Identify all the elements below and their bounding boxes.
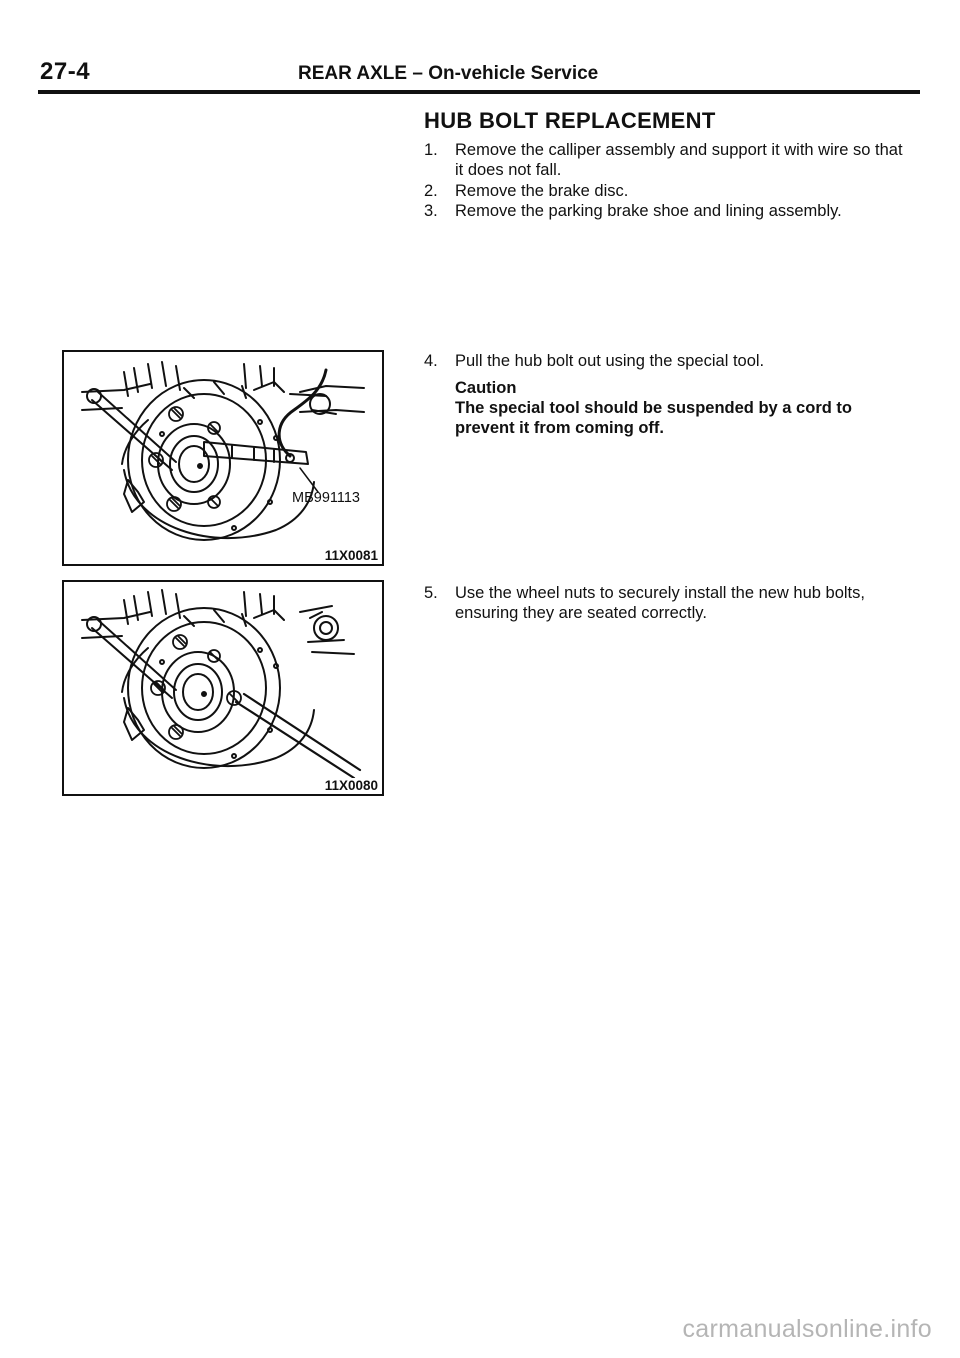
step-text: Remove the brake disc. [455,182,629,200]
caution-text: The special tool should be suspended by a cord to prevent it from coming off. [455,399,852,437]
hub-bolt-install-illustration [64,582,382,794]
procedure-title: HUB BOLT REPLACEMENT [424,108,716,133]
step-number: 3. [424,202,438,220]
caution-heading: Caution [455,379,517,397]
figure-hub-puller [62,350,384,566]
step-text: Remove the calliper assembly and support it with wire so that it does not fall. [455,141,903,179]
step-5 [424,583,914,623]
step-number: 1. [424,141,438,159]
step-text: Remove the parking brake shoe and lining assembly. [455,202,842,220]
page-number: 27-4 [40,58,91,85]
figure-code: 11X0081 [324,548,378,563]
special-tool-label: MB991113 [292,490,360,506]
section-title: REAR AXLE – On-vehicle Service [298,63,599,84]
figure-code: 11X0080 [324,778,378,793]
step-2 [424,181,914,201]
figure-hub-bolt-install [62,580,384,796]
step-number: 2. [424,182,438,200]
step-1 [424,140,914,180]
step-3 [424,201,914,221]
step-text: Pull the hub bolt out using the special tool. [455,352,765,370]
watermark: carmanualsonline.info [682,1315,932,1343]
step-4 [424,351,914,371]
hub-puller-illustration [64,352,382,564]
step-number: 5. [424,584,438,602]
step-text: Use the wheel nuts to securely install the new hub bolts, ensuring they are seated correctly. [455,584,865,622]
step-number: 4. [424,352,438,370]
header-rule [38,90,920,94]
